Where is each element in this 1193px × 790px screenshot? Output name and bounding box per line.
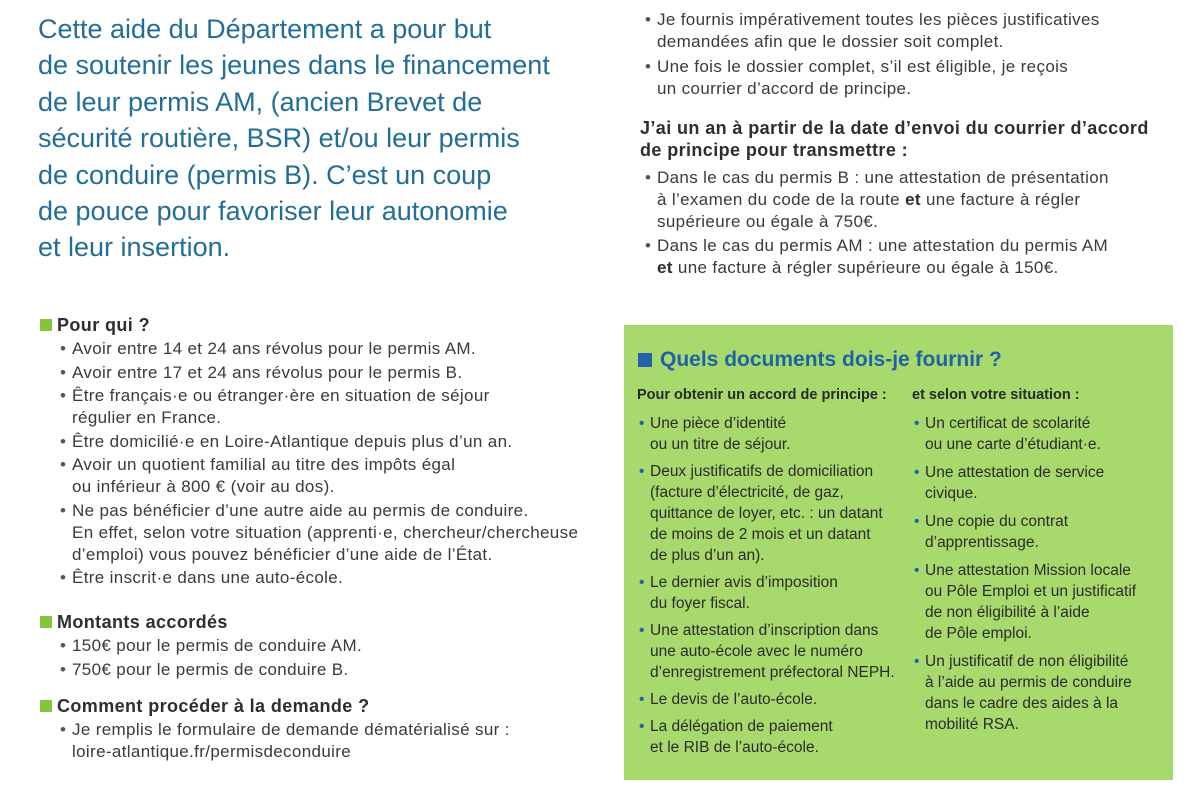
eligibility-item: • Être inscrit·e dans une auto-école. — [60, 567, 610, 589]
required-document-item: • Deux justificatifs de domiciliation (facture d’électricité, de gaz, quittance de loyer, etc. : un datant de moins de 2 mois et un datant de plus d’un an). — [637, 461, 909, 566]
procedure-list — [60, 719, 610, 763]
procedure-step: • Je remplis le formulaire de demande dématérialisé sur : loire-atlantique.fr/permisdeconduire — [60, 719, 610, 763]
required-document-item: • Le dernier avis d’imposition du foyer fiscal. — [637, 572, 909, 614]
deadline-text: Dans le cas du permis AM : une attestation du permis AM — [657, 236, 1109, 255]
situational-documents-list — [912, 413, 1167, 735]
deadline-text: une facture à régler supérieure ou égale à 150€. — [672, 258, 1059, 277]
situational-document-item: • Un certificat de scolarité ou une carte d’étudiant·e. — [912, 413, 1167, 455]
amounts-title: Montants accordés — [57, 612, 228, 632]
amount-item: • 750€ pour le permis de conduire B. — [60, 659, 610, 681]
deadline-text: une facture à régler supérieure ou égale à 750€. — [657, 190, 1081, 231]
required-documents-list — [637, 413, 909, 758]
section-marker-icon — [40, 616, 52, 628]
required-document-item: • Le devis de l’auto-école. — [637, 689, 909, 710]
deadline-emphasis: et — [657, 258, 673, 277]
section-marker-icon — [40, 700, 52, 712]
documents-title: Quels documents dois-je fournir ? — [660, 348, 1002, 371]
deadline-text: Dans le cas du permis B : une attestation de présentation à l’examen du code de la route — [657, 168, 1109, 209]
procedure-step: • Je fournis impérativement toutes les pièces justificatives demandées afin que le dossier soit complet. — [645, 9, 1185, 53]
amounts-header — [40, 611, 610, 633]
procedure-title: Comment procéder à la demande ? — [57, 696, 370, 716]
eligibility-item: • Avoir entre 14 et 24 ans révolus pour le permis AM. — [60, 338, 610, 360]
situational-documents-heading: et selon votre situation : — [912, 387, 1080, 403]
amounts-list — [60, 635, 610, 681]
eligibility-item: • Avoir un quotient familial au titre des impôts égal ou inférieur à 800 € (voir au dos). — [60, 454, 610, 498]
situational-document-item: • Un justificatif de non éligibilité à l’aide au permis de conduire dans le cadre des aides à la mobilité RSA. — [912, 651, 1167, 735]
situational-document-item: • Une copie du contrat d’apprentissage. — [912, 511, 1167, 553]
deadline-heading: J’ai un an à partir de la date d’envoi du courrier d’accord de principe pour transmettre : — [640, 118, 1149, 160]
eligibility-section — [40, 314, 610, 589]
procedure-step: • Une fois le dossier complet, s’il est éligible, je reçois un courrier d’accord de principe. — [645, 56, 1185, 100]
required-document-item: • Une attestation d’inscription dans une auto-école avec le numéro d’enregistrement préfectoral NEPH. — [637, 620, 909, 683]
intro-paragraph: Cette aide du Département a pour but de soutenir les jeunes dans le financement de leur permis AM, (ancien Brevet de sécurité routière, BSR) et/ou leur permis de conduire (permis B). C’est un coup de pouce pour favoriser leur autonomie et leur insertion. — [38, 14, 550, 263]
required-documents-heading: Pour obtenir un accord de principe : — [637, 387, 887, 403]
required-document-item: • La délégation de paiement et le RIB de l’auto-école. — [637, 716, 909, 758]
deadline-list — [645, 167, 1185, 279]
procedure-list-continued — [645, 9, 1185, 100]
eligibility-item: • Être domicilié·e en Loire-Atlantique depuis plus d’un an. — [60, 431, 610, 453]
required-document-item: • Une pièce d’identité ou un titre de séjour. — [637, 413, 909, 455]
eligibility-header — [40, 314, 610, 336]
situational-document-item: • Une attestation Mission locale ou Pôle Emploi et un justificatif de non éligibilité à l’aide de Pôle emploi. — [912, 560, 1167, 644]
documents-header — [638, 347, 1002, 373]
section-marker-icon — [40, 319, 52, 331]
procedure-section — [40, 695, 610, 763]
deadline-emphasis: et — [905, 190, 921, 209]
eligibility-list — [60, 338, 610, 589]
situational-documents-column — [912, 385, 1167, 735]
box-title-marker-icon — [638, 353, 652, 367]
deadline-item — [645, 167, 1185, 233]
eligibility-item: • Être français·e ou étranger·ère en situation de séjour régulier en France. — [60, 385, 610, 429]
amount-item: • 150€ pour le permis de conduire AM. — [60, 635, 610, 657]
eligibility-item: • Avoir entre 17 et 24 ans révolus pour le permis B. — [60, 362, 610, 384]
deadline-item — [645, 235, 1185, 279]
required-documents-column — [637, 385, 909, 758]
eligibility-title: Pour qui ? — [57, 315, 150, 335]
situational-document-item: • Une attestation de service civique. — [912, 462, 1167, 504]
amounts-section — [40, 611, 610, 681]
documents-box — [624, 325, 1173, 780]
eligibility-item: • Ne pas bénéficier d’une autre aide au permis de conduire. En effet, selon votre situation (apprenti·e, chercheur/chercheuse d’emploi) vous pouvez bénéficier d’une aide de l’État. — [60, 500, 610, 566]
procedure-header — [40, 695, 610, 717]
